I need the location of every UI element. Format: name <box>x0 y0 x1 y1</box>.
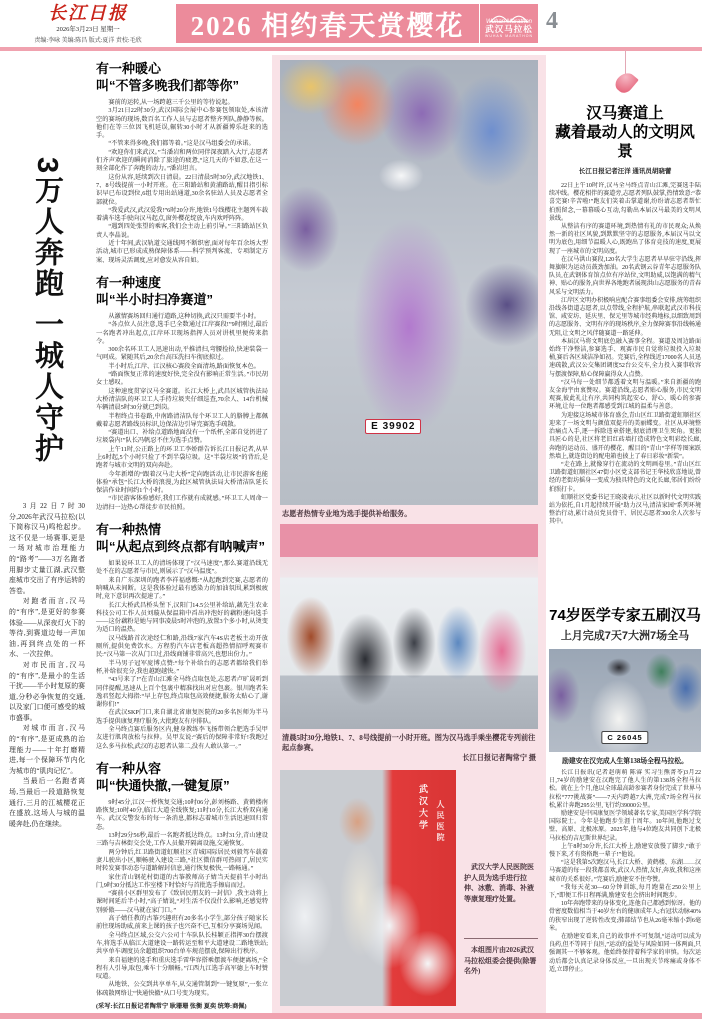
section-heading-3 <box>96 521 268 555</box>
paragraph: “各点位人员注意,选手已全数通过江岸赛段!”9时刚过,最后一名跑者冲出起点,江岸环卫现场指挥人员对讲机里便传来指令。 <box>96 321 268 345</box>
paragraph: “市民游客体验感好,我们工作就有成就感。”环卫工人周命一边清扫一边热心帮徒步市民拍照。 <box>96 495 268 511</box>
paragraph: “赛道出口、补给点道路地面没有一个纸杯,全部自觉扔进了垃圾袋内!”队长冯帆忍不住为选手点赞。 <box>96 429 268 445</box>
paragraph: “不管来得多晚,我们都等着。”这是汉马组委会的承诺。 <box>108 140 255 148</box>
paragraph: 虹顺社区党委书记王晓凌表示,社区以新时代文明实践站为依托,自1月起持续开展“助力汉马,清洁家园”系列环境整治行动,累计动员党员骨干、居民志愿者300余人次参与其中。 <box>549 494 701 526</box>
paragraph: 半程终点书卷路,中南路清洁队每个环卫工人的胳膊上都佩戴着志愿者路线员标识,边保洁边引导完赛选手疏散。 <box>96 412 268 428</box>
paragraph: 22日上午10时许,汉马全马终点青山江滩,完赛选手陆续冲线。樱花相伴的赛道旁,志愿者列队鼓掌,热情致意:“恭喜完赛!辛苦啦!”跑友们笑着击掌道谢,纷纷请志愿者帮忙拍照留念,一幕幕暖心互动,勾勒出本届汉马最美的文明风景线。 <box>549 183 701 222</box>
paragraph: 这份从容,延续到次日清晨。22日清晨5时30分,武汉地铁1、7、8号线提前一小时开班。在三阳路站和黄浦路站,醒目指引标识早已布设到位,6组专用出站通道,30余名驻站人员及志愿者全部就位。 <box>96 173 268 206</box>
race-bib-number: E 39902 <box>365 419 421 434</box>
section-title: 叫“从起点到终点都有呐喊声” <box>96 539 266 555</box>
photo-elderly-runner <box>549 649 701 752</box>
paragraph: 上午11时,公正路上的环卫工李娇群告诉长江日报记者,从早上6时起,5个小时只捡了不到半袋垃圾。这“半袋垃圾”的背后,是跑者与城市文明的双向奔赴。 <box>96 445 268 470</box>
section-title: 叫“半小时扫净赛道” <box>96 291 214 307</box>
paragraph: “赛前小区群里发布了《致居民朋友的一封信》,我主动将上课时间延后半小时,”高子婧说,“对生活不仅没什么影响,还感觉特别骄傲——汉马就在家门口。” <box>96 890 268 914</box>
photo3-row <box>280 770 538 1006</box>
petal-stem <box>625 50 626 74</box>
paragraph: 从整洁有序的赛道环境,到热情有礼的市民观众;从焕然一新的社区风貌,到默默坚守的志愿服务,本届汉马以文明为底色,用细节温暖人心,既跑出了体育竞技的速度,更展现了一座城市的文明高度。 <box>549 224 701 255</box>
paragraph: 300余名环卫工人迅速出动,平推清扫,弯腰捡拾,快速装袋一气呵成。紧随其后,20余台高压洗扫车彻底掠过。 <box>96 346 268 362</box>
paragraph: 对市民而言,汉马的“有序”,是最小的生活干扰——半小时复原的赛道,分秒必争恢复的交通,以及家门口便可感受的城市盛事。 <box>9 661 85 722</box>
paragraph: “43号来了!”在青山江滩全马终点取包处,志愿者卢旷晟听到同伴提醒,迅速从上百个包裹中精准找出对应包裹。银川跑者朱逸君竖起大拇指:“早上存包,终点取包高效便捷,服务太贴心了,谢谢你们!” <box>96 676 268 709</box>
paragraph: 来自广东深圳的跑者李祥福感慨:“从起跑到完赛,志愿者的呐喊从未间断。这是我体验过最有感染力的加油氛围,累到极疲时,竟下意识再次提速了。” <box>96 576 268 601</box>
photo4-caption: 励建安在汉完成人生第138场全程马拉松。 <box>562 758 688 765</box>
right-article-body <box>549 182 701 594</box>
paragraph: 江岸区文明办积极响应配合赛事组委会安排,统筹组织沿线各街道志愿者,以点带线,全程护航,串联起武汉市科技馆、咸安坊、延庆里、保元里等城市经典地标,以细致周到的志愿服务、文明有序的现场秩序,全力保障赛事沿线畅通无阻,让文明之风伴随赛道一路延伸。 <box>549 297 701 337</box>
page-number: 4 <box>546 8 558 34</box>
paragraph: 这种速度贯穿汉马全赛道。长江大桥上,武昌区城管执法局大桥清洁队的环卫工人手持垃圾夹仔细巡查,70余人、14台机械车辆清晨5时30分就已到岗。 <box>96 387 268 412</box>
article-credit: (采写:长江日报记者陶常宁 耿珊珊 张衡 夏奕 统筹:商佩) <box>96 1003 247 1011</box>
photo1-caption: 志愿者热情专业地为选手提供补给服务。 <box>282 510 412 518</box>
right-article2-title: 74岁医学专家五刷汉马 <box>549 607 701 624</box>
paragraph: 3月21日22时30分,武汉国际会展中心参赛包领取处,本该清空的赛场的现场,数百名工作人员与志愿者整齐列队,静静等候。他们在等三位因飞机延误,辗转30小时才从新疆博乐赶来的选手。 <box>96 107 268 140</box>
paragraph: 在汉马洪山赛段,120名大学生志愿者早早驻守沿线,挥舞旗帜为运动员鼓劲加油。20名武钢云谷青年志愿服务队队员,在武钢体育馆点位有序站位,文明助威,以饱满的精气神、贴心的服务,向世界各地跑者展现洪山志愿服务的青春风采与文明活力。 <box>549 256 701 296</box>
paragraph: 励建安是中国康复医学领域著名专家,美国医学科学院国际院士。今年是他跑步生涯十周年。10年间,他跑过戈壁、高原、北极冰原。2025年,他与4位跑友共同创下北极马拉松的吉尼斯世界纪录。 <box>549 811 701 842</box>
paragraph: “欢迎你们来武汉。”当潘岩和两位同伴深夜踏入大厅,志愿者们齐声欢迎的瞬间消除了旅途的疲惫,“这几天的不如意,在这一刻全部化作了奔跑的动力。”潘岩坦言。 <box>96 148 268 173</box>
paragraph: 如果说环卫工人的清场体现了“汉马速度”,那么赛道沿线无处不在的志愿者与市民,则展示了“汉马温度”。 <box>96 560 268 576</box>
theme-banner: 2026 相约春天赏樱花 <box>176 4 479 43</box>
photo-column <box>280 60 538 1006</box>
paragraph: “汉马每一处细节都透着文明与温暖。”来自新疆的跑友金海宇由衷赞叹。赛道沿线,志愿者贴心服务,市民文明观赛,彼此礼让有序,共同构筑起安心、舒心、暖心的参赛环境,让每一位跑者都感受到江城的温柔与善意。 <box>549 379 701 411</box>
lead-headline: 3万人奔跑 一城人守护 <box>31 157 63 465</box>
paragraph: 来自福建的选手和重庆选手雷华容搭乘摆渡车便捷离场,“全程有人引导,取包,乘车十分顺畅。”江西九江选手高军德上车时赞叹道。 <box>96 956 268 981</box>
logo-en-text: WUHAN MARATHON <box>485 33 533 38</box>
paragraph: 10年奔跑带来的身体变化,连他自己都感到惊讶。他的骨密度数值相当于40岁左右的健康成年人;右冠状动脉40%的狭窄出现了逆转性改变;肺部结节也从26毫米缩小到6毫米。 <box>549 901 701 932</box>
photo3-sidebar <box>456 770 538 1006</box>
paragraph: 汉马线路首次途经仁和路,沿线7家汽车4S店老板主动开放厕所,提供免费饮水。方程豹汽车店老板高超热情招呼观赛市民:“汉马第一次从门口过,沿线商铺非常高兴,也想出份力。” <box>96 634 268 659</box>
section-body-2 <box>96 313 268 512</box>
section-kicker: 有一种速度 <box>96 274 162 290</box>
bottom-rule <box>0 1013 702 1019</box>
photo3-caption: 武汉大学人民医院医护人员为选手进行拉伸、冰敷、消毒、补液等康复理疗处置。 <box>464 863 534 903</box>
section-heading-1 <box>96 60 268 94</box>
paragraph: 9时45分,江汉一桥恢复交通;10时06分,彭刘杨路、黄鹤楼南路恢复;10时40分,临江大道全线恢复;11时10分,长江大桥双向通车。武汉交警发布的每一条消息,都标志着城市生活迅速回归常态。 <box>96 798 268 831</box>
paragraph: 长江日报讯(记者赵萌萌 陈睿 实习生熊菁苓)3月22日,74岁的励建安在汉跑完了他人生的第138场全程马拉松。就在上个月,他以全球最高龄参赛者身份完成了世界马拉松“777挑战赛”——7天内跨越7大洲,完成7场全程马拉松,累计奔跑295公里,飞行约39000公里。 <box>549 770 701 809</box>
photos-source-note: 本组图片由2026武汉马拉松组委会提供(除署名外) <box>464 938 538 977</box>
paragraph: 从地铁、公交到共享单车,从交通管制到“一键复原”,一张立体疏散网络让“快通快撤”从口号变为现实。 <box>96 981 268 997</box>
right-article2-body <box>549 769 701 1012</box>
photo-subway-runners <box>280 524 538 729</box>
petal-decoration <box>549 50 701 102</box>
headline-line1: 汉马赛道上 <box>586 105 664 122</box>
headline-line2: 藏着最动人的文明风景 <box>555 124 695 160</box>
wuhan-marathon-logo <box>479 4 538 43</box>
section-heading-2 <box>96 274 268 308</box>
paragraph: “我每天花30—60分钟训练,每月跑量在250公里上下,”即便工作日程再满,励建安也会挤出时间跑步。 <box>549 884 701 900</box>
paragraph: 从激情赛场回归通行道路,这种切换,武汉只需要半小时。 <box>108 312 260 320</box>
photo-medical-care <box>280 770 456 1006</box>
section-kicker: 有一种暖心 <box>96 61 162 76</box>
right-article2-subtitle: 上月完成7天7大洲7场全马 <box>560 630 690 642</box>
photo2-caption-text: 清晨5时30分,地铁1、7、8号线提前一小时开班。图为汉马选手乘坐樱花专列前往起点参赛。 <box>282 734 536 752</box>
paragraph: 两分钟后,红卫路街道虹顺社区青城国际居民刘毅驾车载着妻儿驶出小区,顺畅驶入建设三路,“社区微信群可热闹了,居民实时转发赛事动态与道路解封信息,通行恢复极快,一路畅通。” <box>96 848 268 873</box>
logo-script-text: Wuhan Marathon <box>485 18 533 25</box>
lead-column <box>4 60 90 1010</box>
main-article-column <box>96 58 268 1011</box>
lead-intro <box>4 502 90 830</box>
paragraph: 家住青山钢花村街道的古筝教师高子婧当天提前半小时出门,9时30分抵达工作室楼下时恰好与首批选手擦肩而过。 <box>96 873 268 889</box>
section-heading-4 <box>96 760 268 794</box>
staff-credits: 责编:李咏 美编:陈昌 版式:夏洋 责校:毛欣 <box>34 38 142 44</box>
photo-runner-finish <box>280 60 538 505</box>
right-article-byline: 长江日报记者汪洋 通讯员胡晓蕾 <box>578 168 672 175</box>
paragraph: 半马男子冠军庞博点赞:“每个补给台的志愿者都给我们举杯,补给很充分,我也越跑越快。” <box>96 659 268 675</box>
paragraph: 近十年间,武汉轨道交通线网不断织密,面对每年百余场大型活动,城市已形成成熟保障体系——科学预判客流、专项制定方案、现场灵活调度,应对愈发从容自如。 <box>96 240 268 264</box>
paragraph: 为迎接这场城市体育盛会,青山区红卫路街道虹顺社区迎来了一场文明与颜值双提升的美丽蝶变。社区从环境整治痛点入手,逐一拆除违章搭建,彻底清理卫生死角。更独具匠心的是,社区将老旧红砖墙打造成特色文明彩绘长廊,奔跑的运动员、盛开的樱花、醒目的“青山”字样等图案跃然墙上,就连街边的配电箱也披上了春日彩妆“新装”。 <box>549 412 701 460</box>
section-title: 叫“快通快撤,一键复原” <box>96 777 230 793</box>
photo-banner-text-2: 人民医院 <box>436 800 445 844</box>
section-title: 叫“不管多晚我们都等你” <box>96 78 240 93</box>
paragraph: 3月22日7时30分,2026年武汉马拉松(以下简称汉马)鸣枪起步。这不仅是一场赛事,更是一场对城市治理能力的“路考”——3万名跑者用脚步丈量江湖,武汉整座城市交出了有序运转的答卷。 <box>9 503 85 595</box>
paragraph: 在武汉SKP门口,来自湖北省康复医院的20多名医师为半马选手提供康复理疗服务,大批跑友有序排队。 <box>96 709 268 725</box>
paragraph: “路面恢复正常的速度好快,完全没有影响正常生活。”市民胡女士感叹。 <box>96 371 268 387</box>
photo2-credit: 长江日报记者陶常宁 摄 <box>462 754 536 762</box>
right-column <box>549 50 701 1012</box>
paragraph: 上午8时30分许,长江大桥上,励建安放慢了脚步,“敢于慢下来,才有资格跑一辈子!”他说。 <box>549 843 701 859</box>
section-body-1 <box>96 99 268 265</box>
paragraph: 对跑者而言,汉马的“有序”,是更好的参赛体验——从深夜灯火下的等待,到赛道边每一声加油,再到终点处的一杯水、一次拉伸。 <box>9 598 85 659</box>
cherry-petal-icon <box>612 69 639 96</box>
newspaper-logo: 长江日报 <box>48 3 128 23</box>
paragraph: 本届汉马将文明底色融入赛事全程。赛道及周边路面始终干净整洁,参赛选手、观赛市民自觉将垃圾投入垃圾桶,赛后各区域洁净如初。完赛后,全程线近17000名人员迅速疏散,武汉公交集团调度52台公交车,全力投入赛事收容与摆渡保障,贴心保障赢得众人点赞。 <box>549 338 701 378</box>
race-bib-number-2: C 26045 <box>601 731 648 744</box>
section-body-3 <box>96 560 268 751</box>
paragraph: 长江大桥武昌桥头堡下,汉阳门14.5公里补给站,藕先生农业科技公司工作人员刘璇从保温箱中舀出冲泡好的藕粉递向选手——这份藕粉是她与同事凌晨5时冲泡的,放置3个多小时,从烫变为适口的温热。 <box>96 601 268 634</box>
section-kicker: 有一种热情 <box>96 522 162 538</box>
paragraph: 对城市而言,汉马的“有序”,是更成熟的治理能力——十年打磨精进,每一个保障环节内化为城市的“肌肉记忆”。 <box>9 725 85 775</box>
photo-banner-text: 武汉大学 <box>418 784 428 832</box>
paragraph: 全马终点区域,公交六公司十车队队长桂颖正指挥30台摆渡车,将选手从临江大道建设一路转运至和平大道建设二路地铁站;共享单车调度员余超组织700台单车规范摆放,保障出行秩序。 <box>96 931 268 956</box>
paragraph: 半小时后,江岸、江汉核心赛段全面清场,路面恢复本色。 <box>108 362 260 370</box>
paragraph: 在励建安看来,自己的故事并不可复制,“运动可以成为良药,但不等同于良医,”运动的益处与风险如同一体两面,只强调其一不够客观。他始终保持着科学家的审慎。每次运动后都会认真记录身体反应,一旦出现关节疼痛或身体不适,立即停止。 <box>549 934 701 973</box>
paragraph: 全马终点赛后服务区内,健身教练李飞扬带领合肥选手吴甲友进行肌肉放松与拉伸。吴甲友说:“赛后的保障非常好!我跑过这么多马拉松,武汉的志愿者认第二,没有人敢认第一。” <box>96 726 268 750</box>
right-article-headline <box>549 104 701 161</box>
photo2-caption <box>280 729 538 766</box>
date-line: 2026年3月23日 星期一 <box>56 26 120 33</box>
paragraph: 当最后一名跑者离场,当最后一段道路恢复通行,三月的江城樱花正在盛放,这场人与城的温暖奔赴,仍在继续。 <box>9 778 85 828</box>
paragraph: “走在路上,就像穿行在流动的文明画卷里。”青山区红卫路街道虹顺社区47街小区党支部书记王华枝欣喜地说,曾经的老街坊摇身一变成为独具特色的文化长廊,邻居们纷纷拍照打卡。 <box>549 461 701 493</box>
paragraph: “这是我第5次跑汉马,长江大桥、黄鹤楼、东湖……汉马赛道的每一段我都喜欢,武汉人热情,友好,奔放,我和这座城市的关系很好。”完赛后,励建安不住夸赞。 <box>549 860 701 883</box>
logo-cn-text: 武汉马拉松 <box>485 23 533 34</box>
masthead-block <box>8 4 168 44</box>
paragraph: 13时29分56秒,最后一名跑者抵达终点。13时31分,青山建设三路与吉林街交会处,工作人员撤开隔离设施,交通恢复。 <box>96 832 268 848</box>
paragraph: 高子婧任教的古筝兴趣班有20多名小学生,部分孩子随家长前往现场助威,前来上课的孩子也兴奋不已,互相分享赛场见闻。 <box>96 915 268 931</box>
section-body-4 <box>96 799 268 998</box>
paragraph: 赛前的运转,从一场跨越三千公里的等待说起。 <box>108 99 234 106</box>
paragraph: “遇到四处张望的乘客,我们会主动上前引导。”三阳路站区负责人李晶说。 <box>96 223 268 239</box>
paragraph: “我爱武汉,武汉爱我!”6时20分许,地铁1号线樱花主题列车载着满车选手驶向汉马起点,窗外樱花绽放,车内欢呼阵阵。 <box>96 206 268 223</box>
paragraph: 今年新增的“跟着汉马走大桥”定向跑活动,让市民游客也能体验“承包”长江大桥的浪漫,为此区城管执法局大桥清洁队延长保洁作业时间约1个小时。 <box>96 470 268 495</box>
section-kicker: 有一种从容 <box>96 760 162 776</box>
